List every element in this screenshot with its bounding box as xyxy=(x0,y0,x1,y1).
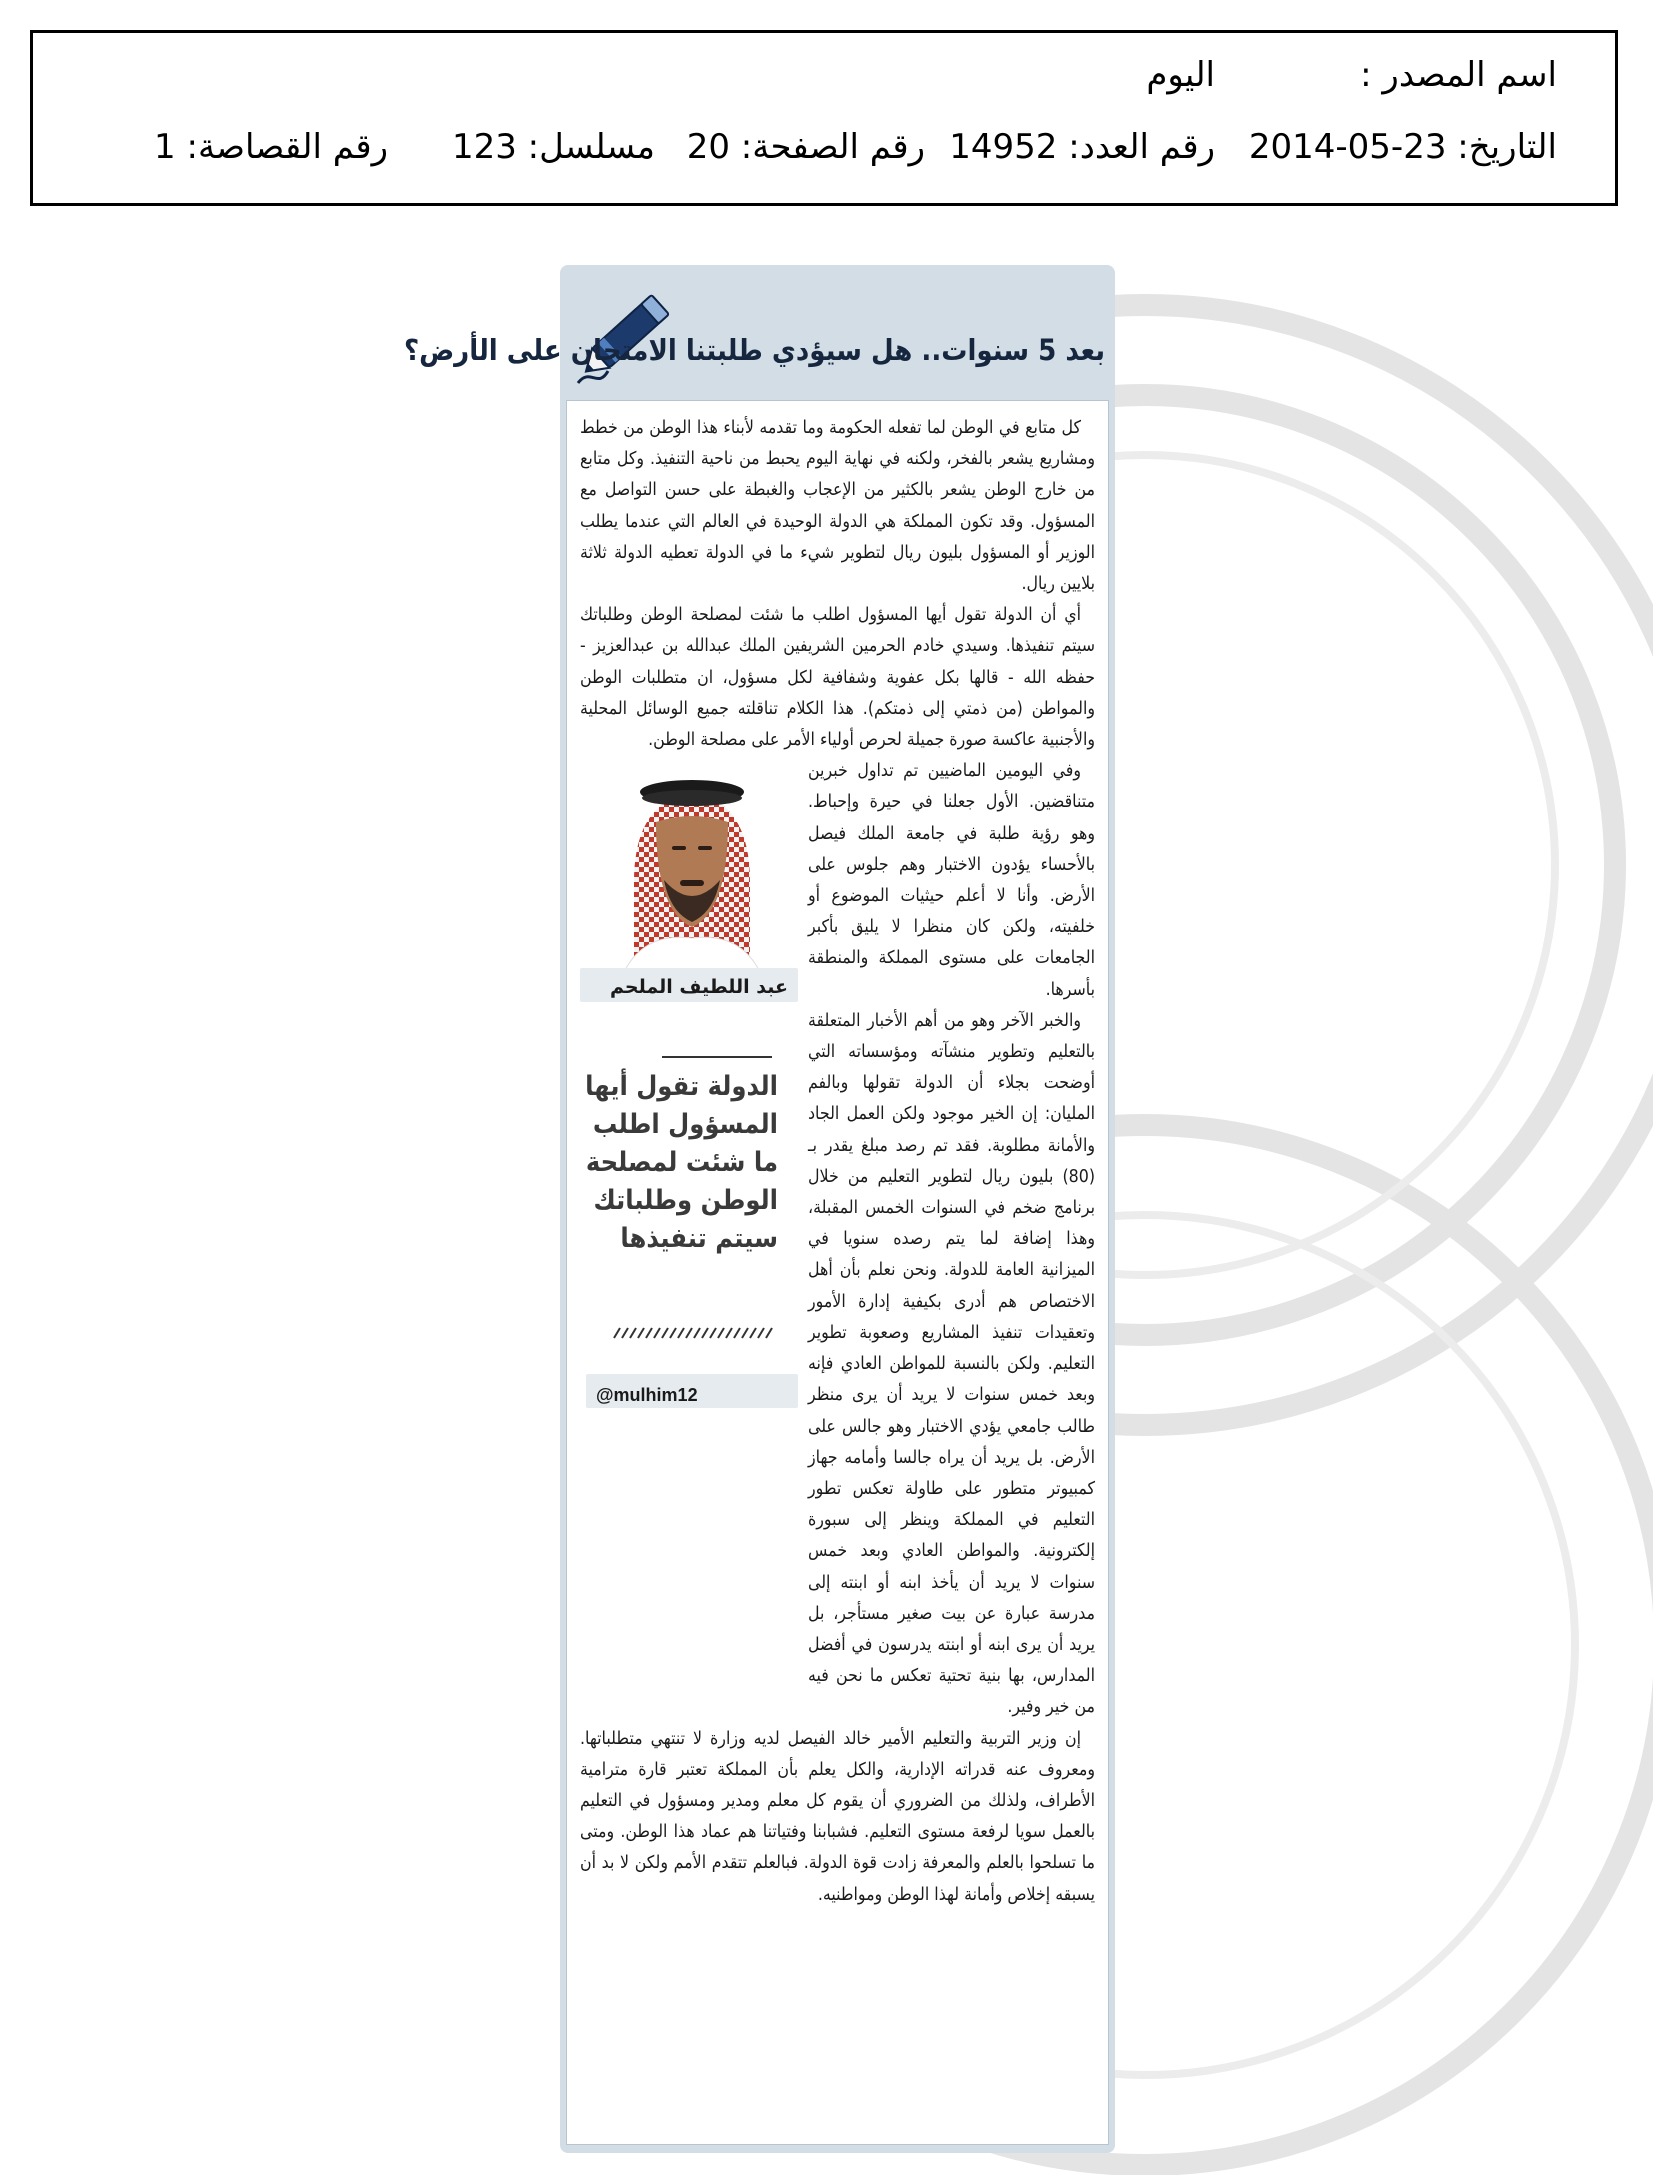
pencil-icon xyxy=(572,271,692,389)
article-paragraph: كل متابع في الوطن لما تفعله الحكومة وما تقدمه لأبناء هذا الوطن من خطط ومشاريع يشعر بالفخر، ولكنه في نهاية اليوم يحبط من ناحية التنفيذ. وكل متابع من خارج الوطن يشعر بالكثير من الإعجاب والغبطة على حسن التواصل مع المسؤول. وقد تكون المملكة هي الدولة الوحيدة في العالم التي عندما يطلب الوزير أو المسؤول بليون ريال لتطوير شيء ما في الدولة تعطيه الدولة ثلاثة بلايين ريال. xyxy=(580,418,1095,595)
issue-label: رقم العدد: xyxy=(1068,127,1215,167)
source-value: اليوم xyxy=(1146,55,1215,95)
issue-value: 14952 xyxy=(949,127,1058,167)
clip-label: رقم القصاصة: xyxy=(186,127,388,167)
author-name: عبد اللطيف الملحم xyxy=(610,976,788,999)
twitter-handle-band xyxy=(586,1374,798,1408)
article-body xyxy=(566,400,1109,2145)
serial-value: 123 xyxy=(451,127,517,167)
clip-field xyxy=(154,127,388,167)
article-paragraph: إن وزير التربية والتعليم الأمير خالد الفيصل لديه وزارة لا تنتهي متطلباتها. ومعروف عنه قدراته الإدارية، والكل يعلم بأن المملكة تعتبر قارة مترامية الأطراف، ولذلك من الضروري أن يقوم كل معلم ومدير ومسؤول في التعليم بالعمل سويا لرفعة مستوى التعليم. فشبابنا وفتياتنا هم عماد هذا الوطن. ومتى ما تسلحوا بالعلم والمعرفة زادت قوة الدولة. فبالعلم تتقدم الأمم ولكن لا بد أن يسبقه إخلاص وأمانة لهذا الوطن ومواطنيه. xyxy=(580,1728,1095,1905)
article-paragraph: وفي اليومين الماضيين تم تداول خبرين متناقضين. الأول جعلنا في حيرة وإحباط. وهو رؤية طلبة في جامعة الملك فيصل بالأحساء يؤدون الاختبار وهم جلوس على الأرض. وأنا لا أعلم حيثيات الموضوع أو خلفيته، ولكن كان منظرا لا يليق بأكبر الجامعات على مستوى المملكة والمنطقة بأسرها. xyxy=(808,761,1095,1000)
page-value: 20 xyxy=(686,127,730,167)
page-label: رقم الصفحة: xyxy=(740,127,925,167)
source-row xyxy=(1360,55,1557,95)
serial-field xyxy=(452,127,655,167)
header-box xyxy=(30,30,1618,206)
pull-quote-text: الدولة تقول أيها المسؤول اطلب ما شئت لمصلحة الوطن وطلباتك سيتم تنفيذها xyxy=(585,1071,778,1255)
author-name-band xyxy=(580,968,798,1002)
source-value-row xyxy=(1146,55,1215,95)
author-photo xyxy=(604,762,780,972)
pull-quote xyxy=(580,1056,798,1346)
side-column xyxy=(580,756,798,1703)
twitter-handle: @mulhim12 xyxy=(596,1385,698,1406)
source-label: اسم المصدر : xyxy=(1360,55,1557,95)
page-field xyxy=(687,127,925,167)
date-value: 2014-05-23 xyxy=(1248,127,1447,167)
clip-value: 1 xyxy=(154,127,176,167)
article-paragraph: أي أن الدولة تقول أيها المسؤول اطلب ما شئت لمصلحة الوطن وطلباتك سيتم تنفيذها. وسيدي خادم الحرمين الشريفين الملك عبدالله بن عبدالعزيز - حفظه الله - قالها بكل عفوية وشفافية لكل مسؤول، ان متطلبات الوطن والمواطن (من ذمتي إلى ذمتكم). هذا الكلام تناقلته جميع الوسائل المحلية والأجنبية عاكسة صورة جميلة لحرص أولياء الأمر على مصلحة الوطن. xyxy=(580,605,1095,751)
quote-hatch-decoration xyxy=(612,1326,774,1340)
quote-divider xyxy=(662,1056,772,1058)
article-text xyxy=(580,413,1095,1911)
date-label: التاريخ: xyxy=(1457,127,1557,167)
serial-label: مسلسل: xyxy=(527,127,655,167)
article-paragraph: والخبر الآخر وهو من أهم الأخبار المتعلقة بالتعليم وتطوير منشآته ومؤسساته التي أوضحت بجلاء أن الدولة تقولها وبالفم المليان: إن الخير موجود ولكن العمل الجاد والأمانة مطلوبة. فقد تم رصد مبلغ يقدر بـ (80) بليون ريال لتطوير التعليم من خلال برنامج ضخم في السنوات الخمس المقبلة، وهذا إضافة لما يتم رصده سنويا في الميزانية العامة للدولة. ونحن نعلم بأن أهل الاختصاص هم أدرى بكيفية إدارة الأمور وتعقيدات تنفيذ المشاريع وصعوبة تطوير التعليم. ولكن بالنسبة للمواطن العادي فإنه وبعد خمس سنوات لا يريد أن يرى منظر طالب جامعي يؤدي الاختبار وهو جالس على الأرض. بل يريد أن يراه جالسا وأمامه جهاز كمبيوتر متطور على طاولة تعكس تطور التعليم في المملكة وينظر إلى سبورة إلكترونية. والمواطن العادي وبعد خمس سنوات لا يريد أن يأخذ ابنه أو ابنته إلى مدرسة عبارة عن بيت صغير مستأجر، بل يريد أن يرى ابنه أو ابنته يدرسون في أفضل المدارس، بها بنية تحتية تعكس ما نحن فيه من خير وفير. xyxy=(808,1010,1095,1718)
date-field xyxy=(1249,127,1557,167)
article-headline: بعد 5 سنوات.. هل سيؤدي طلبتنا الامتحان على الأرض؟ xyxy=(403,333,1105,367)
article-clipping xyxy=(403,265,1115,2153)
issue-field xyxy=(949,127,1215,167)
